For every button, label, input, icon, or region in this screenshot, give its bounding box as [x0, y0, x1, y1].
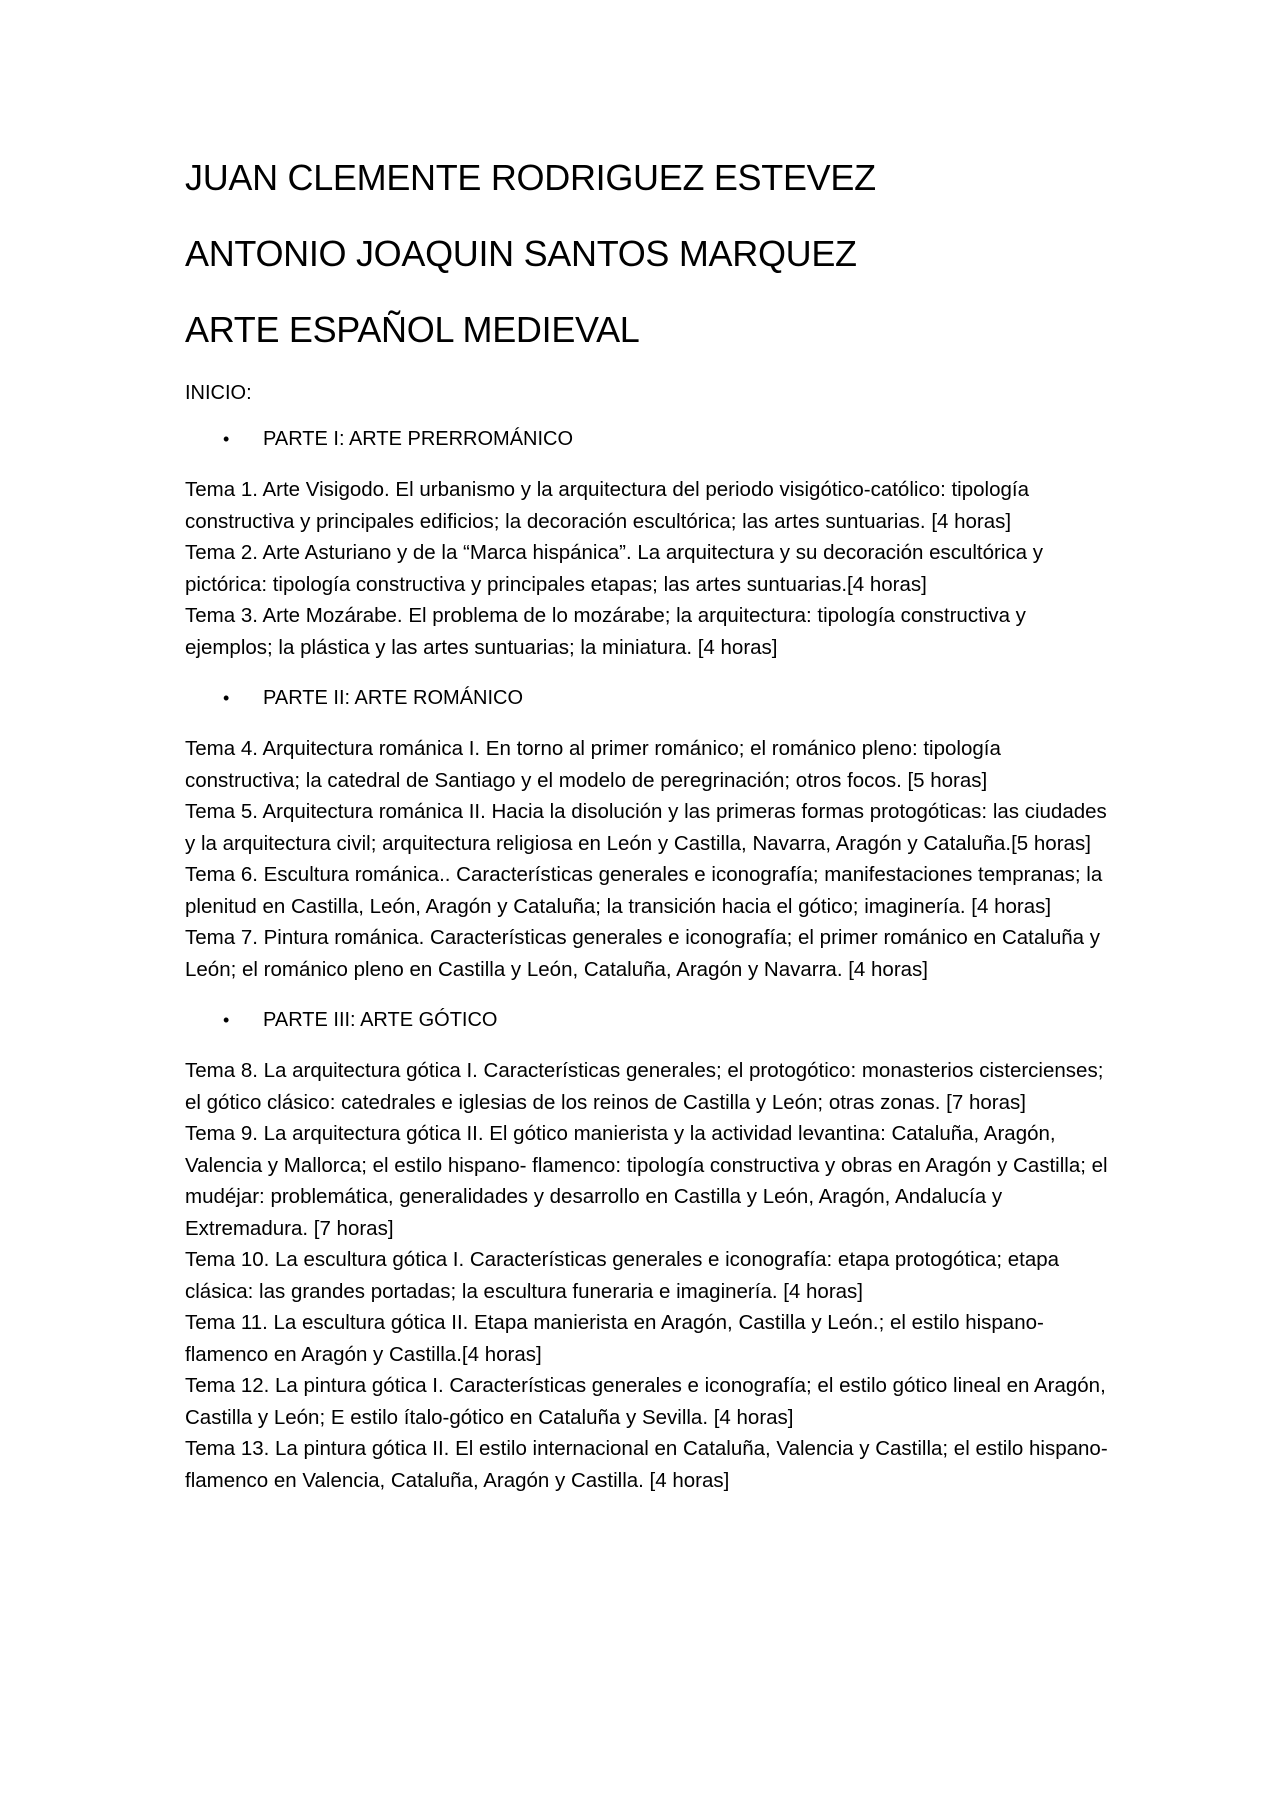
part-heading — [185, 1007, 1115, 1033]
part-title: PARTE II: ARTE ROMÁNICO — [263, 687, 524, 709]
topic-item: Tema 7. Pintura románica. Características generales e iconografía; el primer románico en Cataluña y León; el románico pleno en Castilla y León, Cataluña, Aragón y Navarra. [4 horas] — [185, 926, 1100, 981]
document-title: ARTE ESPAÑOL MEDIEVAL — [185, 309, 640, 350]
author-name: ANTONIO JOAQUIN SANTOS MARQUEZ — [185, 233, 857, 274]
topic-item: Tema 1. Arte Visigodo. El urbanismo y la arquitectura del periodo visigótico-católico: tipología constructiva y principales edificios; la decoración escultórica; las artes suntuarias. [4 horas] — [185, 478, 1029, 533]
topic-item: Tema 4. Arquitectura románica I. En torno al primer románico; el románico pleno: tipología constructiva; la catedral de Santiago y el modelo de peregrinación; otros focos. [5 horas] — [185, 737, 1001, 792]
part-heading — [185, 426, 1115, 452]
topic-item: Tema 3. Arte Mozárabe. El problema de lo mozárabe; la arquitectura: tipología constructiva y ejemplos; la plástica y las artes suntuarias; la miniatura. [4 horas] — [185, 604, 1026, 659]
topic-item: Tema 8. La arquitectura gótica I. Características generales; el protogótico: monasterios cistercienses; el gótico clásico: catedrales e iglesias de los reinos de Castilla y León; otras zonas. [7 horas] — [185, 1059, 1104, 1114]
topic-item: Tema 5. Arquitectura románica II. Hacia la disolución y las primeras formas protogóticas: las ciudades y la arquitectura civil; arquitectura religiosa en León y Castilla, Navarra, Aragón y Cataluña.[5 horas] — [185, 800, 1107, 855]
topic-item: Tema 6. Escultura románica.. Características generales e iconografía; manifestaciones tempranas; la plenitud en Castilla, León, Aragón y Cataluña; la transición hacia el gótico; imaginería. [4 horas] — [185, 863, 1103, 918]
intro-label: INICIO: — [185, 382, 252, 404]
topic-item: Tema 11. La escultura gótica II. Etapa manierista en Aragón, Castilla y León.; el estilo hispano-flamenco en Aragón y Castilla.[4 horas] — [185, 1311, 1044, 1366]
author-name: JUAN CLEMENTE RODRIGUEZ ESTEVEZ — [185, 157, 876, 198]
topic-list — [185, 1055, 1115, 1496]
document-body — [185, 158, 1115, 1518]
topic-item: Tema 10. La escultura gótica I. Características generales e iconografía: etapa protogótica; etapa clásica: las grandes portadas; la escultura funeraria e imaginería. [4 horas] — [185, 1248, 1060, 1303]
bullet-icon: • — [223, 1010, 230, 1030]
bullet-icon: • — [223, 429, 230, 449]
topic-list — [185, 733, 1115, 985]
topic-list — [185, 474, 1115, 663]
topic-item: Tema 2. Arte Asturiano y de la “Marca hispánica”. La arquitectura y su decoración escultórica y pictórica: tipología constructiva y principales etapas; las artes suntuarias.[4 horas] — [185, 541, 1044, 596]
part-title: PARTE I: ARTE PRERROMÁNICO — [263, 428, 574, 450]
topic-item: Tema 12. La pintura gótica I. Características generales e iconografía; el estilo gótico lineal en Aragón, Castilla y León; E estilo ítalo-gótico en Cataluña y Sevilla. [4 horas] — [185, 1374, 1106, 1429]
topic-item: Tema 13. La pintura gótica II. El estilo internacional en Cataluña, Valencia y Castilla; el estilo hispano-flamenco en Valencia, Cataluña, Aragón y Castilla. [4 horas] — [185, 1437, 1108, 1492]
part-heading — [185, 685, 1115, 711]
part-title: PARTE III: ARTE GÓTICO — [263, 1009, 498, 1031]
bullet-icon: • — [223, 688, 230, 708]
topic-item: Tema 9. La arquitectura gótica II. El gótico manierista y la actividad levantina: Cataluña, Aragón, Valencia y Mallorca; el estilo hispano- flamenco: tipología constructiva y obras en Aragón y Castilla; el mudéjar: problemática, generalidades y desarrollo en Castilla y León, Aragón, Andalucía y Extremadura. [7 horas] — [185, 1122, 1108, 1240]
